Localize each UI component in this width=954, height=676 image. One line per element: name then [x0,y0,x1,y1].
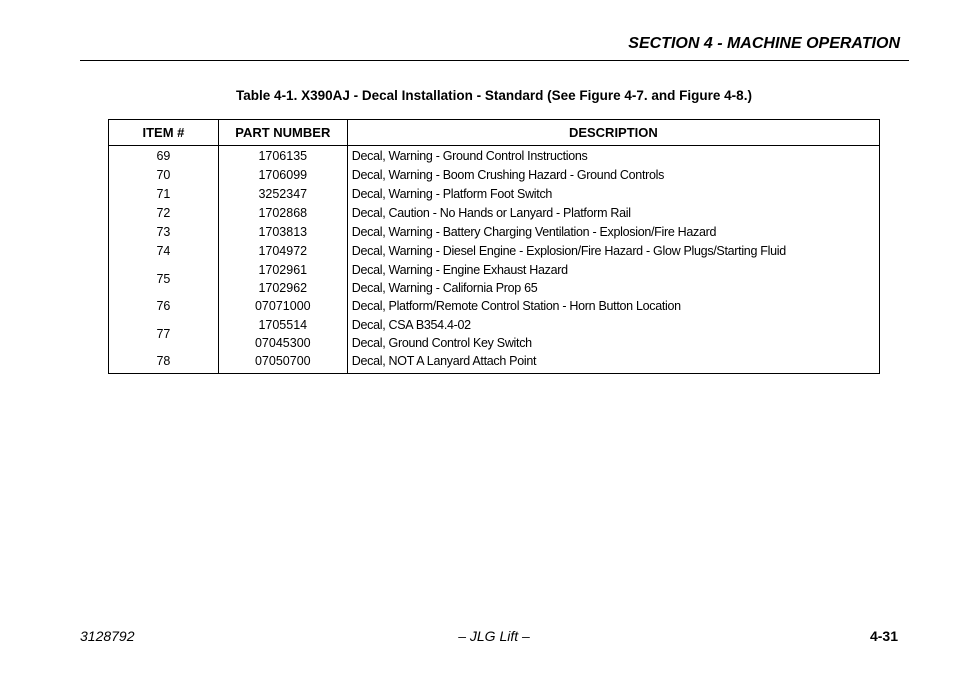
page-number: 4-31 [869,628,898,644]
part-number: 07045300 [254,336,311,350]
part-number-cell [218,166,347,185]
part-number: 1704972 [258,244,308,258]
part-number: 1703813 [258,225,308,239]
description-text: Decal, Platform/Remote Control Station - Horn Button Location [351,299,681,313]
part-number: 1702962 [258,281,308,295]
table-caption: Table 4-1. X390AJ - Decal Installation - Standard (See Figure 4-7. and Figure 4-8.) [236,88,752,103]
item-number-cell: 69 [109,146,219,167]
item-number-cell: 77 [109,316,219,352]
description-cell [347,242,879,261]
description-text: Decal, Warning - Diesel Engine - Explosion/Fire Hazard - Glow Plugs/Starting Fluid [351,244,786,258]
section-title: SECTION 4 - MACHINE OPERATION [628,35,900,52]
part-number-cell [218,261,347,297]
table-row [109,316,880,352]
description-text: Decal, Caution - No Hands or Lanyard - Platform Rail [351,206,631,220]
part-number: 1706135 [258,149,308,163]
part-number: 07050700 [254,354,311,368]
item-number-cell: 75 [109,261,219,297]
description-text: Decal, Warning - Platform Foot Switch [351,187,553,201]
description-cell [347,316,879,352]
part-number: 1702868 [258,206,308,220]
description-text: Decal, Warning - Ground Control Instructions [351,149,588,163]
description-text: Decal, Ground Control Key Switch [351,336,532,350]
table-row [109,204,880,223]
description-cell [347,352,879,374]
description-text: Decal, Warning - Engine Exhaust Hazard [351,263,568,277]
part-number: 1705514 [258,318,308,332]
table-row [109,185,880,204]
table-row [109,297,880,316]
part-number-cell [218,223,347,242]
description-text: Decal, CSA B354.4-02 [351,318,471,332]
table-header-row [109,120,880,146]
description-text: Decal, Warning - Battery Charging Ventilation - Explosion/Fire Hazard [351,225,717,239]
header-rule [80,60,909,61]
table-row [109,166,880,185]
item-number-cell: 73 [109,223,219,242]
column-header-description: DESCRIPTION [347,120,879,146]
document-number: 3128792 [80,628,135,644]
table-row [109,352,880,374]
description-cell [347,297,879,316]
item-number-cell: 74 [109,242,219,261]
part-number-cell [218,297,347,316]
part-number-cell [218,352,347,374]
part-number-cell [218,185,347,204]
part-number-cell [218,316,347,352]
description-text: Decal, Warning - California Prop 65 [351,281,538,295]
table-body [109,146,880,374]
table-row [109,261,880,297]
description-cell [347,223,879,242]
table-row [109,146,880,167]
part-number-cell [218,146,347,167]
description-cell [347,166,879,185]
item-number-cell: 72 [109,204,219,223]
footer-publisher: – JLG Lift – [458,628,530,644]
decal-table [108,119,880,374]
item-number-cell: 76 [109,297,219,316]
part-number: 1706099 [258,168,308,182]
item-number-cell: 71 [109,185,219,204]
description-cell [347,261,879,297]
description-text: Decal, Warning - Boom Crushing Hazard - Ground Controls [351,168,665,182]
column-header-item: ITEM # [109,120,219,146]
description-cell [347,185,879,204]
column-header-part-number: PART NUMBER [218,120,347,146]
description-cell [347,204,879,223]
item-number-cell: 78 [109,352,219,374]
description-cell [347,146,879,167]
part-number: 07071000 [254,299,311,313]
part-number-cell [218,204,347,223]
part-number: 3252347 [258,187,308,201]
part-number: 1702961 [258,263,308,277]
table-row [109,223,880,242]
table-row [109,242,880,261]
part-number-cell [218,242,347,261]
description-text: Decal, NOT A Lanyard Attach Point [351,354,537,368]
item-number-cell: 70 [109,166,219,185]
